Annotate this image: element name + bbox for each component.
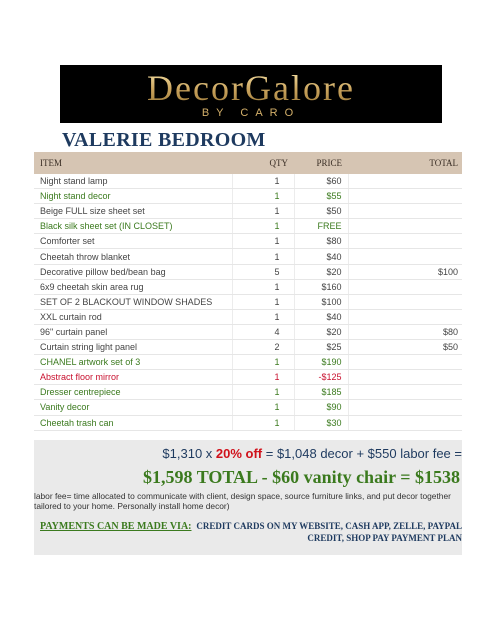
cell-price: $50: [294, 204, 348, 219]
cell-price: $190: [294, 355, 348, 370]
cell-qty: 1: [232, 189, 294, 204]
cell-item: SET OF 2 BLACKOUT WINDOW SHADES: [34, 294, 232, 309]
cell-price: $60: [294, 174, 348, 189]
column-header-total: TOTAL: [348, 152, 462, 174]
cell-qty: 1: [232, 279, 294, 294]
column-header-price: PRICE: [294, 152, 348, 174]
cell-total: [348, 174, 462, 189]
cell-total: [348, 189, 462, 204]
page-title: VALERIE BEDROOM: [62, 129, 266, 151]
cell-item: Vanity decor: [34, 400, 232, 415]
cell-total: [348, 204, 462, 219]
cell-item: 96" curtain panel: [34, 324, 232, 339]
cell-total: [348, 415, 462, 430]
payment-methods: [40, 520, 462, 543]
cell-total: [348, 234, 462, 249]
brand-logo: [60, 65, 442, 123]
cell-item: Cheetah throw blanket: [34, 249, 232, 264]
cell-total: $100: [348, 264, 462, 279]
table-row: [34, 294, 462, 309]
table-row: [34, 249, 462, 264]
calc-result: = $1,048 decor + $550 labor fee =: [262, 446, 462, 461]
grand-total: $1,598 TOTAL - $60 vanity chair = $1538: [143, 467, 460, 487]
cell-total: [348, 385, 462, 400]
table-row: [34, 234, 462, 249]
cell-item: Cheetah trash can: [34, 415, 232, 430]
discount-badge: 20% off: [215, 446, 263, 461]
calc-subtotal: $1,310 x: [162, 446, 216, 461]
logo-tagline: BY CARO: [201, 106, 301, 119]
cell-item: Black silk sheet set (IN CLOSET): [34, 219, 232, 234]
table-row: [34, 219, 462, 234]
cell-qty: 1: [232, 309, 294, 324]
cell-total: [348, 309, 462, 324]
cell-qty: 2: [232, 340, 294, 355]
cell-price: $100: [294, 294, 348, 309]
cell-qty: 1: [232, 204, 294, 219]
table-row: [34, 385, 462, 400]
cell-total: $80: [348, 324, 462, 339]
table-row: [34, 204, 462, 219]
table-row: [34, 340, 462, 355]
cell-price: $160: [294, 279, 348, 294]
table-row: [34, 174, 462, 189]
table-row: [34, 309, 462, 324]
table-row: [34, 415, 462, 430]
column-header-qty: QTY: [232, 152, 294, 174]
items-table: [34, 152, 462, 431]
cell-item: CHANEL artwork set of 3: [34, 355, 232, 370]
table-row: [34, 189, 462, 204]
cell-item: XXL curtain rod: [34, 309, 232, 324]
table-row: [34, 400, 462, 415]
cell-item: Night stand lamp: [34, 174, 232, 189]
cell-qty: 1: [232, 219, 294, 234]
cell-qty: 1: [232, 370, 294, 385]
table-body: [34, 174, 462, 430]
table-row: [34, 264, 462, 279]
cell-price: $185: [294, 385, 348, 400]
cell-item: Comforter set: [34, 234, 232, 249]
cell-total: [348, 219, 462, 234]
cell-qty: 1: [232, 234, 294, 249]
cell-price: $55: [294, 189, 348, 204]
cell-total: [348, 370, 462, 385]
cell-qty: 1: [232, 355, 294, 370]
cell-total: $50: [348, 340, 462, 355]
table-row: [34, 279, 462, 294]
cell-total: [348, 279, 462, 294]
cell-qty: 5: [232, 264, 294, 279]
cell-price: $30: [294, 415, 348, 430]
cell-qty: 1: [232, 415, 294, 430]
cell-total: [348, 249, 462, 264]
cell-price: $90: [294, 400, 348, 415]
labor-fee-note: labor fee= time allocated to communicate with client, design space, source furniture links, and put decor together tailored to your home. Personally install home decor): [34, 491, 451, 511]
cell-price: $20: [294, 324, 348, 339]
table-header-row: [34, 152, 462, 174]
cell-item: Abstract floor mirror: [34, 370, 232, 385]
cell-item: Curtain string light panel: [34, 340, 232, 355]
table-row: [34, 355, 462, 370]
cell-price: FREE: [294, 219, 348, 234]
table-row: [34, 324, 462, 339]
discount-calculation: [162, 446, 462, 461]
cell-price: $40: [294, 249, 348, 264]
cell-qty: 1: [232, 174, 294, 189]
cell-total: [348, 294, 462, 309]
column-header-item: ITEM: [34, 152, 232, 174]
payment-heading: PAYMENTS CAN BE MADE VIA:: [40, 521, 192, 532]
cell-price: $80: [294, 234, 348, 249]
cell-price: $20: [294, 264, 348, 279]
summary-panel: [34, 440, 462, 555]
cell-qty: 1: [232, 294, 294, 309]
cell-price: -$125: [294, 370, 348, 385]
payment-options: CREDIT CARDS ON MY WEBSITE, CASH APP, ZELLE, PAYPAL CREDIT, SHOP PAY PAYMENT PLAN: [196, 521, 462, 543]
cell-item: Dresser centrepiece: [34, 385, 232, 400]
cell-item: Decorative pillow bed/bean bag: [34, 264, 232, 279]
cell-qty: 1: [232, 400, 294, 415]
cell-qty: 1: [232, 249, 294, 264]
cell-item: 6x9 cheetah skin area rug: [34, 279, 232, 294]
cell-item: Beige FULL size sheet set: [34, 204, 232, 219]
cell-total: [348, 400, 462, 415]
cell-price: $25: [294, 340, 348, 355]
cell-total: [348, 355, 462, 370]
cell-price: $40: [294, 309, 348, 324]
cell-item: Night stand decor: [34, 189, 232, 204]
cell-qty: 1: [232, 385, 294, 400]
cell-qty: 4: [232, 324, 294, 339]
logo-wordmark: DecorGalore: [147, 67, 355, 108]
table-row: [34, 370, 462, 385]
